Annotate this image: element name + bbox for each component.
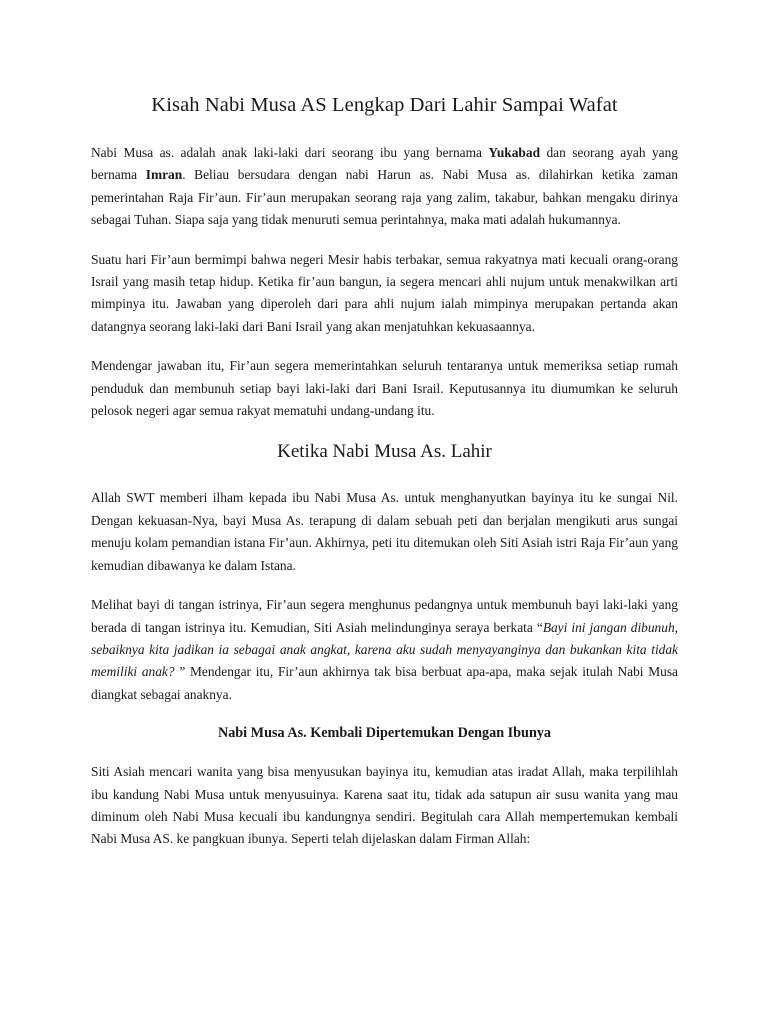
paragraph-1-text-b: dan seorang ayah yang bernama — [91, 145, 678, 183]
paragraph-1-text-a: Nabi Musa as. adalah anak laki-laki dari seorang ibu yang bernama — [91, 145, 489, 160]
name-yukabad: Yukabad — [488, 145, 541, 160]
asiah-quote: Bayi ini jangan dibunuh, sebaiknya kita jadikan ia sebagai anak angkat, karena aku sudah menyayanginya dan bukankan kita tidak memiliki anak? — [91, 619, 678, 680]
name-imran: Imran — [145, 167, 183, 183]
paragraph-5-text-a: Melihat bayi di tangan istrinya, Fir’aun segera menghunus pedangnya untuk membunuh bayi laki-laki yang berada di tangan istrinya itu. Kemudian, Siti Asiah melindunginya seraya berkata “ — [91, 597, 678, 635]
paragraph-4: Allah SWT memberi ilham kepada ibu Nabi Musa As. untuk menghanyutkan bayinya itu ke sungai Nil. Dengan kekuasan-Nya, bayi Musa As. terapung di dalam sebuah peti dan berjalan mengikuti arus sungai menuju kolam pemandian istana Fir’aun. Akhirnya, peti itu ditemukan oleh Siti Asiah istri Raja Fir’aun yang kemudian dibawanya ke dalam Istana. — [91, 490, 678, 573]
paragraph-1-text-c: . Beliau bersudara dengan nabi Harun as. Nabi Musa as. dilahirkan ketika zaman pemerintahan Raja Fir’aun. Fir’aun merupakan seorang raja yang zalim, takabur, bahkan mengaku dirinya sebagai Tuhan. Siapa saja yang tidak menuruti semua perintahnya, maka mati adalah hukumannya. — [91, 167, 678, 228]
paragraph-5-text-b: ” Mendengar itu, Fir’aun akhirnya tak bisa berbuat apa-apa, maka sejak itulah Nabi Musa diangkat sebagai anaknya. — [91, 664, 678, 702]
paragraph-6: Siti Asiah mencari wanita yang bisa menyusukan bayinya itu, kemudian atas iradat Allah, maka terpilihlah ibu kandung Nabi Musa untuk menyusuinya. Karena saat itu, tidak ada satupun air susu wanita yang mau diminum oleh Nabi Musa kecuali ibu kandungnya sendiri. Begitulah cara Allah mempertemukan kembali Nabi Musa AS. ke pangkuan ibunya. Seperti telah dijelaskan dalam Firman Allah: — [91, 764, 678, 847]
page-title: Kisah Nabi Musa AS Lengkap Dari Lahir Sampai Wafat — [151, 94, 618, 116]
subsection-heading-reunion: Nabi Musa As. Kembali Dipertemukan Dengan Ibunya — [217, 725, 552, 742]
paragraph-3: Mendengar jawaban itu, Fir’aun segera memerintahkan seluruh tentaranya untuk memeriksa setiap rumah penduduk dan membunuh setiap bayi laki-laki dari Bani Israil. Keputusannya itu diumumkan ke seluruh pelosok negeri agar semua rakyat mematuhi undang-undang itu. — [91, 358, 678, 419]
paragraph-2: Suatu hari Fir’aun bermimpi bahwa negeri Mesir habis terbakar, semua rakyatnya mati kecuali orang-orang Israil yang masih tetap hidup. Ketika fir’aun bangun, ia segera mencari ahli nujum untuk menakwilkan arti mimpinya itu. Jawaban yang diperoleh dari para ahli nujum ialah mimpinya merupakan pertanda akan datangnya seorang laki-laki dari Bani Israil yang akan menjatuhkan kekuasaannya. — [91, 251, 678, 334]
paragraph-5 — [91, 594, 678, 706]
paragraph-1 — [91, 142, 678, 232]
section-heading-birth: Ketika Nabi Musa As. Lahir — [277, 441, 492, 463]
